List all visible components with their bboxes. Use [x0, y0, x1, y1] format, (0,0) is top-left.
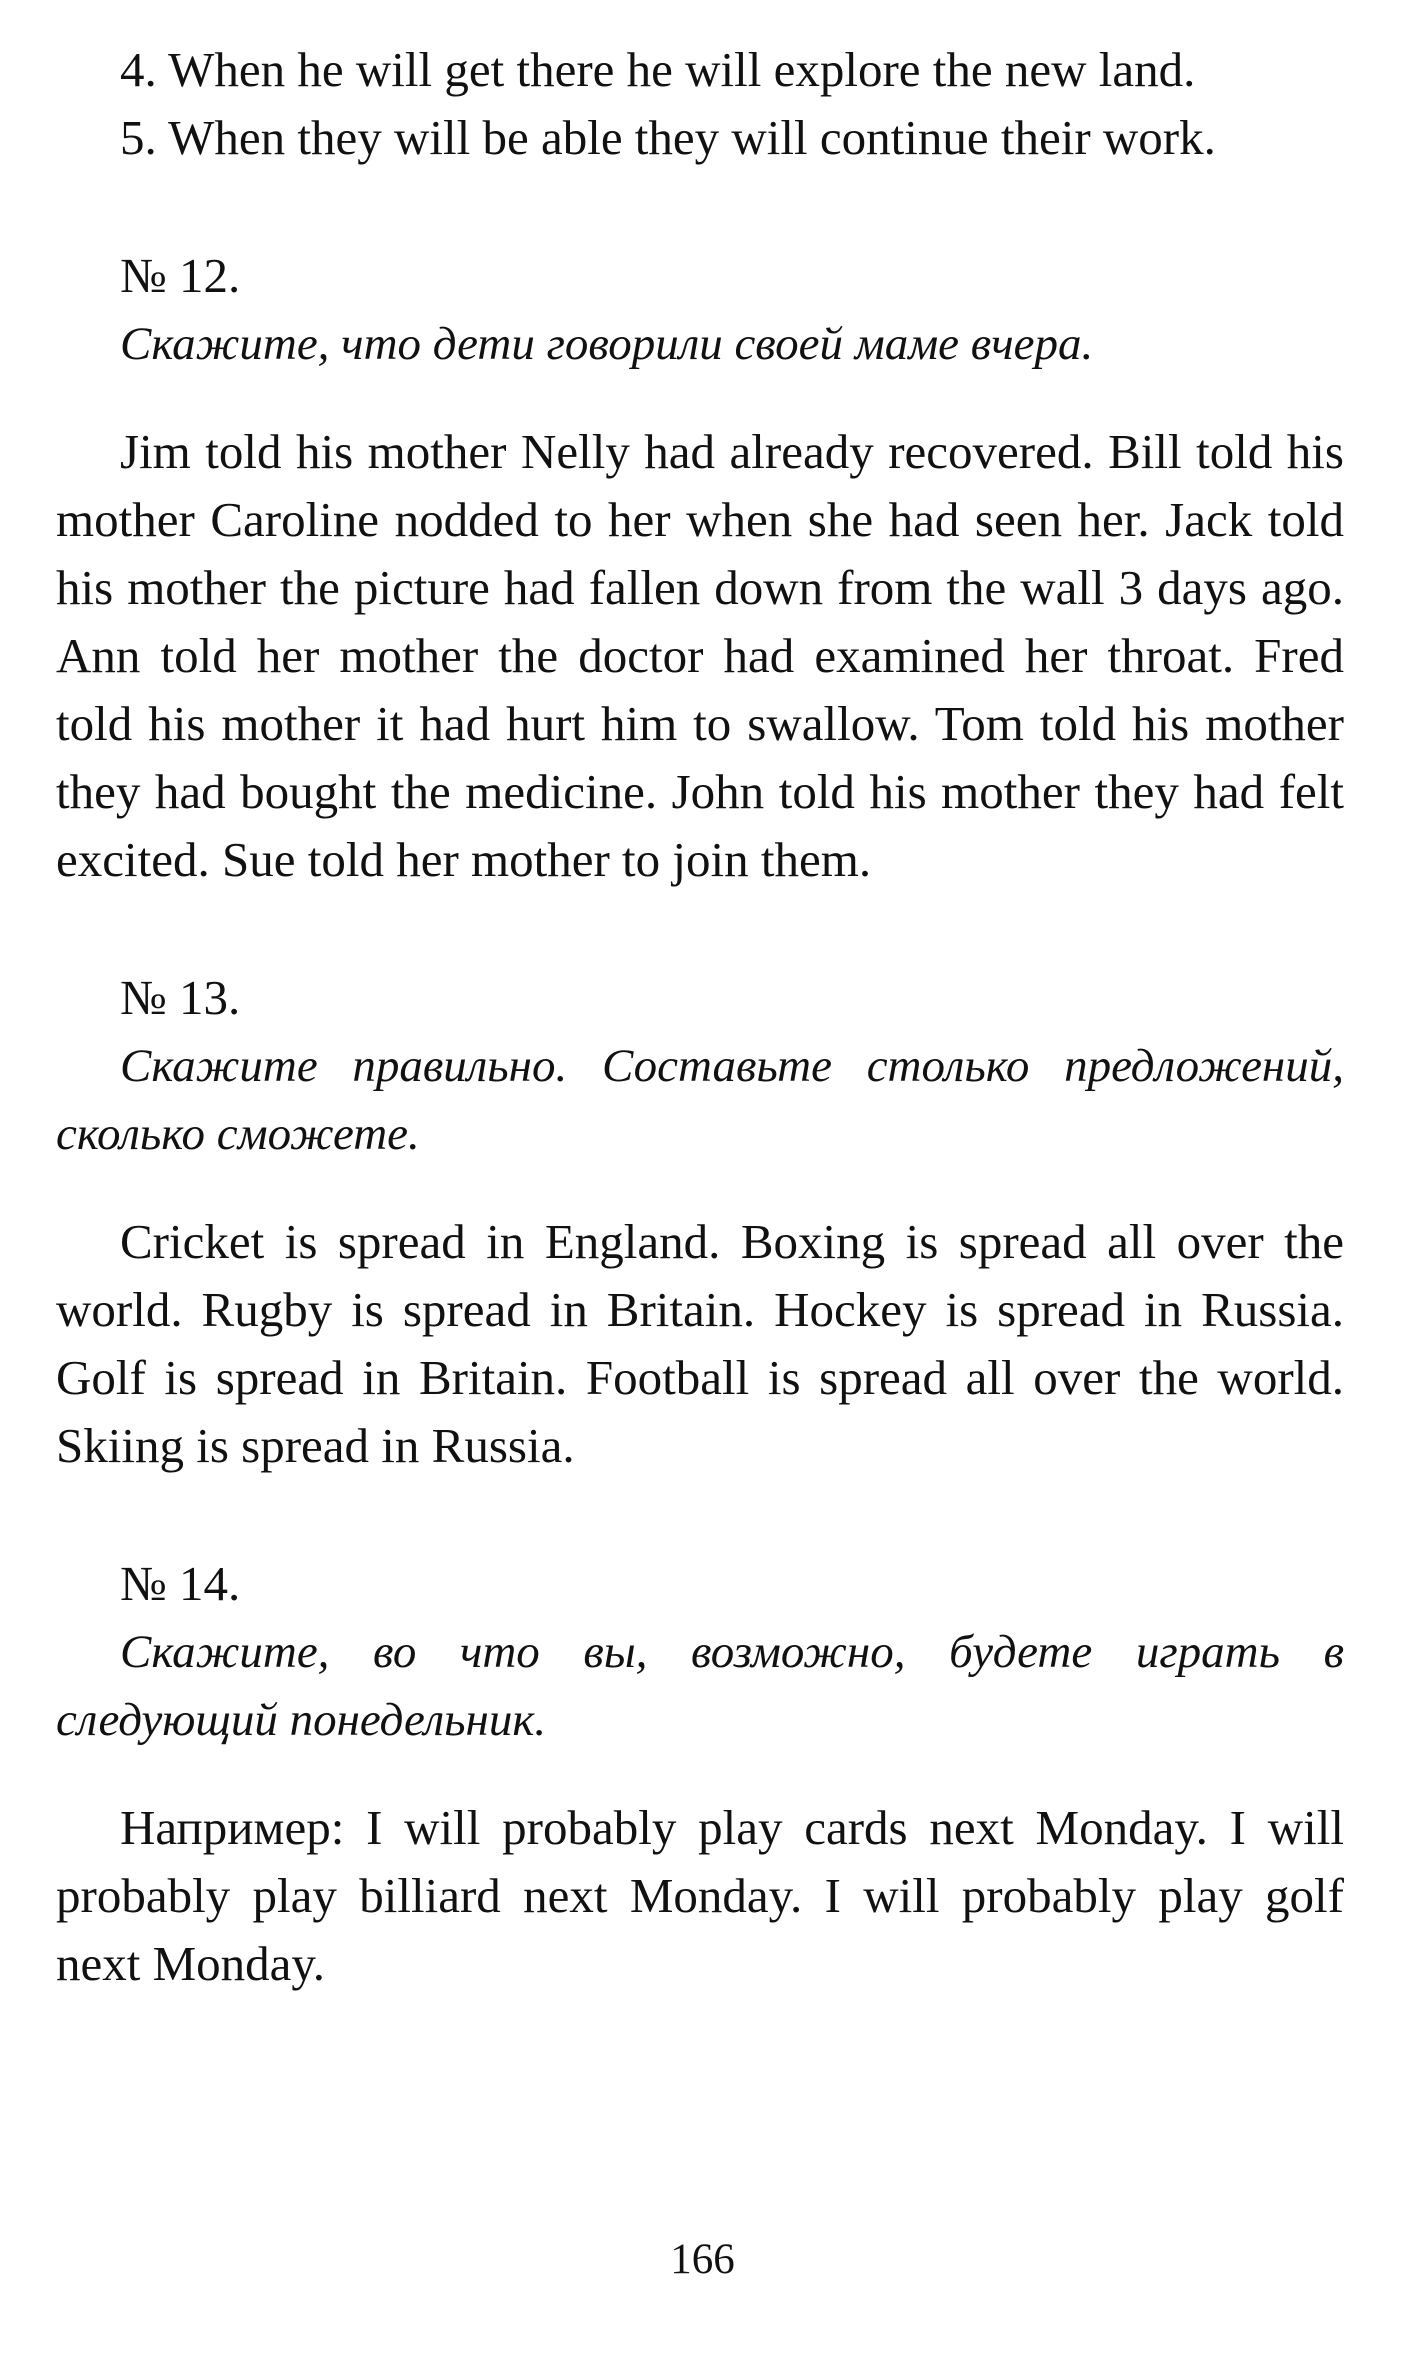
exercise-number-12: № 12.	[120, 248, 241, 303]
page-number: 166	[670, 2236, 735, 2283]
answer-item-5: 5. When they will be able they will continue their work.	[120, 110, 1216, 165]
exercise-instruction-14: Скажите, во что вы, возможно, будете играть в следующий понедельник.	[56, 1626, 1344, 1746]
answer-item-4: 4. When he will get there he will explore the new land.	[120, 42, 1196, 97]
exercise-number-13: № 13.	[120, 970, 241, 1025]
exercise-instruction-12: Скажите, что дети говорили своей маме вчера.	[120, 318, 1094, 370]
exercise-answer-14: Например: I will probably play cards next Monday. I will probably play billiard next Monday. I will probably play golf next Monday.	[56, 1800, 1344, 1991]
book-page	[56, 36, 1344, 1998]
exercise-answer-12: Jim told his mother Nelly had already recovered. Bill told his mother Caroline nodded to her when she had seen her. Jack told his mother the picture had fallen down from the wall 3 days ago. Ann told her mother the doctor had examined her throat. Fred told his mother it had hurt him to swallow. Tom told his mother they had bought the medicine. John told his mother they had felt excited. Sue told her mother to join them.	[56, 424, 1344, 887]
exercise-number-14: № 14.	[120, 1556, 241, 1611]
exercise-instruction-13: Скажите правильно. Составьте столько предложений, сколько сможете.	[56, 1040, 1344, 1160]
exercise-answer-13: Cricket is spread in England. Boxing is spread all over the world. Rugby is spread in Britain. Hockey is spread in Russia. Golf is spread in Britain. Football is spread all over the world. Skiing is spread in Russia.	[56, 1214, 1344, 1473]
